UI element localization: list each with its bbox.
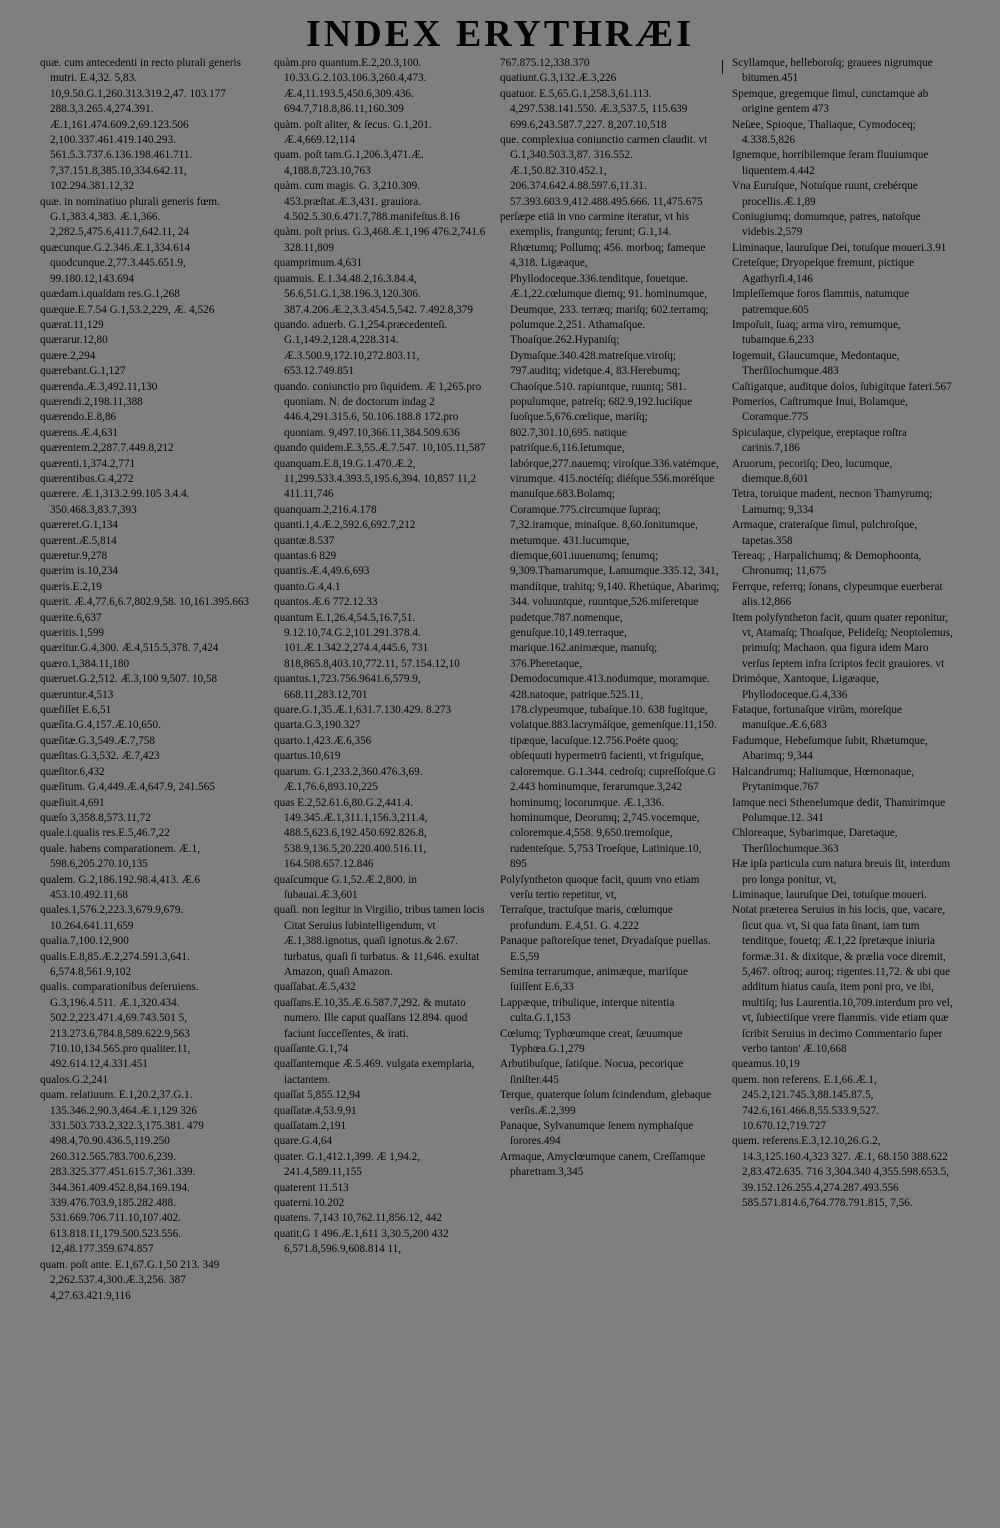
index-entry: quæro.1,384.11,180 bbox=[40, 657, 130, 670]
index-entry: quàm.pro quantum.E.2,20.3,100. 10.33.G.2.103.106.3,260.4,473. Æ.4,11.193.5,450.6,309.436. 694.7,718.8,86.11,160.309 bbox=[274, 57, 427, 116]
index-column-4 bbox=[732, 56, 958, 1518]
index-entry: quarta.G.3,190.327 bbox=[274, 719, 361, 732]
index-entry: quale. habens comparationem. Æ.1, 598.6,205.270.10,135 bbox=[40, 842, 200, 871]
index-entry: quamprimum.4,631 bbox=[274, 257, 363, 270]
index-entry: Drimóque, Xantoque, Ligæaque, Phyllodoceque.G.4,336 bbox=[732, 673, 879, 701]
index-entry: qualos.G.2,241 bbox=[40, 1073, 109, 1086]
index-entry: Caſtigatque, auditque dolos, ſubigitque fateri.567 bbox=[732, 380, 952, 393]
index-entry: Scyllamque, helleboroſq; grauees nigrumque bitumen.451 bbox=[732, 57, 933, 85]
index-entry: quærebant.G.1,127 bbox=[40, 365, 126, 378]
index-entry: quanto.G.4,4.1 bbox=[274, 580, 341, 593]
index-entry: quæruntur.4,513 bbox=[40, 688, 114, 701]
index-entry: quantus.1,723.756.9641.6,579.9, 668.11,283.12,701 bbox=[274, 673, 421, 701]
index-entry: quæritis.1,599 bbox=[40, 627, 105, 640]
index-entry: quæſiſſet E.6,51 bbox=[40, 704, 112, 717]
index-entry: quærenti.1,374.2,771 bbox=[40, 457, 136, 470]
index-entry: qualis. comparationibus deſeruiens. G.3,196.4.511. Æ.1,320.434. 502.2,223.471.4,69.743.501 5, 213.273.6,784.8,589.622.9,563 710.10,134.565.pro qualiter.11, 492.614.12,4.331.451 bbox=[40, 981, 199, 1071]
index-entry: quando quidem.E.3,55.Æ.7.547. 10,105.11,587 bbox=[274, 442, 486, 455]
index-entry: quærentem.2,287.7.449.8,212 bbox=[40, 442, 174, 455]
index-entry: Hæ ipſa particula cum natura breuis ſit, interdum pro longa ponitur, vt, bbox=[732, 858, 951, 886]
index-entry: Polyſyntheton quoque facit, quum vno etiam verſu tertio repetitur, vt, bbox=[500, 873, 700, 901]
index-entry: quando. aduerb. G.1,254.præcedenteſi. G.1,149.2,128.4,228.314. Æ.3.500.9,172.10,272.803.11, 653.12.749.851 bbox=[274, 318, 448, 378]
index-entry: Coniugiumq; domumque, patres, natoſque videbis.2,579 bbox=[732, 211, 921, 239]
index-entry: quaſſatam.2,191 bbox=[274, 1120, 347, 1133]
index-entry: quærendi.2,198.11,388 bbox=[40, 395, 143, 408]
index-entry: quater. G.1,412.1,399. Æ 1,94.2, 241.4,589.11,155 bbox=[274, 1150, 421, 1179]
index-entry: quaſſabat.Æ.5,432 bbox=[274, 981, 356, 994]
index-entry: quarto.1,423.Æ.6,356 bbox=[274, 734, 372, 747]
index-entry: quaſcumque G.1,52.Æ.2,800. in ſubauai.Æ.3,601 bbox=[274, 873, 417, 901]
index-entry: Armaque, Amyclœumque canem, Creſſamque pharetram.3,345 bbox=[500, 1150, 706, 1179]
index-entry: quantæ.8.537 bbox=[274, 534, 335, 547]
index-entry: quæſitæ.G.3,549.Æ.7,758 bbox=[40, 734, 155, 747]
index-entry: quærentibus.G.4,272 bbox=[40, 472, 134, 485]
index-entry: Armaque, crateraſque ſimul, pulchroſque, tapetas.358 bbox=[732, 519, 918, 547]
index-entry: Chloreaque, Sybarimque, Daretaque, Therſilochumque.363 bbox=[732, 827, 898, 855]
index-entry: quem. non referens. E.1,66.Æ.1, 245.2,121.745.3,88.145.87.5, 742.6,161.466.8,55.533.9,527. 10.670.12,719.727 bbox=[732, 1073, 880, 1133]
index-entry: Creteſque; Dryopeſque fremunt, pictique Agathyrſi.4,146 bbox=[732, 257, 915, 285]
index-entry: Tetra, toruique madent, necnon Thamyrumq; Lamumq; 9,334 bbox=[732, 488, 933, 516]
index-entry: Panaque, Sylvanumque ſenem nymphaſque ſorores.494 bbox=[500, 1120, 694, 1148]
index-entry: quanti.1,4.Æ.2,592.6,692.7,212 bbox=[274, 519, 416, 532]
index-entry: quærat.11,129 bbox=[40, 318, 104, 331]
index-entry: quam. poſt tam.G.1,206.3,471.Æ. 4,188.8,723.10,763 bbox=[274, 149, 424, 177]
index-entry: quaſſat 5,855.12,94 bbox=[274, 1089, 361, 1102]
index-entry: quam. relatiuum. E.1,20.2,37.G.1. 135.346.2,90.3,464.Æ.1,129 326 331.503.733.2,322.3,175.381. 479 498.4,70.90.436.5,119.250 260.312.565.783.700.6,239. 283.325.377.451.615.7,361.339. 344.361.409.452.8,84.169.194. 339.476.703.9,185.282.488. 531.669.706.711.10,107.402. 613.818.11,179.500.523.556. 12,48.177.359.674.857 bbox=[40, 1089, 204, 1256]
index-entry: quæ. in nominatiuo plurali generis fœm. G.1,383.4,383. Æ.1,366. 2,282.5,475.6,411.7,642.11, 24 bbox=[40, 195, 220, 239]
index-entry: quatuor. E.5,65.G.1,258.3,61.113. 4,297.538.141.550. Æ.3,537.5, 115.639 699.6,243.587.7,227. 8,207.10,518 bbox=[500, 87, 688, 131]
index-entry: queamus.10,19 bbox=[732, 1058, 800, 1071]
index-entry: Neſæe, Spioque, Thaliaque, Cymodoceq; 4.338.5,826 bbox=[732, 118, 916, 147]
index-entry: quæſita.G.4,157.Æ.10,650. bbox=[40, 719, 161, 732]
index-entry: quaſſans.E.10,35.Æ.6.587.7,292. & mutato numero. Ille caput quaſſans 12.894. quod faciunt ſucceſſentes, & irati. bbox=[274, 996, 468, 1040]
index-column-1 bbox=[40, 56, 262, 1518]
index-entry: Tereaq; , Harpalichumq; & Demophoonta, Chronumq; 11,675 bbox=[732, 550, 922, 578]
index-entry: Iamque neci Sthenelumque dedit, Thamirimque Polumque.12. 341 bbox=[732, 796, 946, 824]
index-entry: quærens.Æ.4,631 bbox=[40, 426, 119, 439]
index-entry: quantis.Æ.4,49.6,693 bbox=[274, 565, 370, 578]
index-entry: quantos.Æ.6 772.12.33 bbox=[274, 596, 378, 609]
index-entry: quam. poſt ante. E.1,67.G.1,50 213. 349 2,262.537.4,300.Æ.3,256. 387 4,27.63.421.9,116 bbox=[40, 1258, 220, 1302]
index-entry: Lappæque, tribulique, interque nitentia culta.G.1,153 bbox=[500, 996, 675, 1025]
index-entry: Cœlumq; Typhœumque creat, ſæuumque Typhœa.G.1,279 bbox=[500, 1027, 683, 1055]
index-entry: quæreret.G.1,134 bbox=[40, 519, 118, 532]
index-entry: quatiunt.G.3,132.Æ.3,226 bbox=[500, 72, 617, 85]
index-entry: quæritur.G.4,300. Æ.4,515.5,378. 7,424 bbox=[40, 642, 219, 655]
index-entry: Liminaque, lauruſque Dei, totuſque moueri. bbox=[732, 888, 927, 901]
index-entry: Liminaque, lauruſque Dei, totuſque moueri.3.91 bbox=[732, 241, 947, 254]
index-entry: quantas.6 829 bbox=[274, 550, 337, 562]
index-entry: quarum. G.1,233.2,360.476.3,69. Æ.1,76.6,893.10,225 bbox=[274, 765, 423, 794]
page-title: INDEX ERYTHRÆI bbox=[306, 13, 694, 55]
index-entry: quæretur.9,278 bbox=[40, 550, 108, 562]
index-entry: qualis.E.8,85.Æ.2,274.591.3,641. 6,574.8,561.9,102 bbox=[40, 950, 190, 978]
index-entry: quære.2,294 bbox=[40, 349, 96, 362]
index-entry: quaſſante.G.1,74 bbox=[274, 1043, 349, 1055]
index-entry: perſæpe etiā in vno carmine iteratur, vt his exemplis, franguntq; ferunt; G.1,14. Rhœtumq; Pollumq; 456. morboq; fameque 4,318. Ligæaque, Phyllodoceque.336.tenditque, fouetque. Æ.1,22.cœlumque diemq; 91. hominumque, Deumque, 233. terræq; mariſq; 602.terramq; polumque.2,251. Athamaſque. Thoaſque.262.Hypaniſq; Dymaſque.340.428.matreſque.viroſq; 797.auditq; videtque.4, 83.Herebumq; Chaoſque.510. rapiuntque, ruuntq; 581. populumque, patreſq; 682.9,192.luciſque ſuoſque.5,676.cœlique, mariſq; 802.7,301.10,695. natique patriſque.6,116.letumque, labórque,277.nauemq; viroſque.336.vatémque, virumque. 415.noctéſq; diéſque.556.moréſque manuſque.683.Bolamq; Coramque.775.circumque ſupraq; 7,32.iramque, minaſque. 8,60.ſonitumque, metumque. 431.lucumque, diemque,601.iuuenumq; ſenumq; 9,309.Thamarumque, Lamumque.335.12, 341, mandítque, trahitq; 9,140. Rhetúque, Abarimq; 344. voluuntque, ruuntque,526.miſeretque pudetque.787.nomenque, genuſque.10,149.terraque, marique.162.animæque, manuſq; 376.Pheretaque, Demodocumque.413.nodumque, moramque. 428.natoque, patrique.525.11, 178.clypeumque, tubaſque.10. 638 fugitque, volatque.883.lacrymáſque, gemenſque.11,150. tipæque, lacuſque.12.756.Poëte quoq; obſequuti hypermetrū facienti, vt friguſque, caloremque. G.1.344. cedroſq; cupreſſoſque.G 2.443 hominumque, ferarumque.3,242 hominumq; locorumque. Æ.1,336. hominumque, Deorumq; 2,745.vocemque, coloremque.4,558. 9,650.tremoſque, rudenteſque. 5,753 Troeſque, Latinique.10, 895 bbox=[500, 211, 720, 871]
index-entry: quæris.E.2,19 bbox=[40, 580, 102, 593]
index-entry: Terraſque, tractuſque maris, cœlumque profundum. E.4,51. G. 4.222 bbox=[500, 904, 673, 932]
index-entry: quaterent 11.513 bbox=[274, 1181, 349, 1194]
index-entry: quærenda.Æ.3,492.11,130 bbox=[40, 380, 158, 393]
index-entry: quærit. Æ.4,77.6,6.7,802.9,58. 10,161.395.663 bbox=[40, 596, 250, 609]
index-entry: quem. referens.E.3,12.10,26.G.2, 14.3,125.160.4,323 327. Æ.1, 68.150 388.622 2,83.472.635. 716 3,304.340 4,355.598.653.5, 39.152.126.255.4,274.287.493.556 585.571.814.6,764.778.791.815, 7,56. bbox=[732, 1135, 949, 1210]
index-entry: quæ. cum antecedenti in recto plurali generis mutri. E.4,32. 5,83. 10,9.50.G.1,260.313.319.2,47. 103.177 288.3,3.265.4,274.391. Æ.1,161.474.609.2,69.123.506 2,100.337.461.419.140.293. 561.5.3.737.6.136.198.461.711. 7,37.151.8,385.10,334.642.11, 102.294.381.12,32 bbox=[40, 57, 241, 193]
index-entry: Aruorum, pecoriſq; Deo, lucumque, diemque.8,601 bbox=[732, 457, 893, 485]
index-entry: quærendo.E.8,86 bbox=[40, 411, 117, 424]
index-entry: Item polyſyntheton facit, quum quater reponitur, vt, Atamaſq; Thoaſque, Pelideſq; Neoptolemus, primuſq; Machaon. qua figura idem Maro verſus ſeptem infra ſcriptos fecit grauiores. vt bbox=[732, 611, 953, 670]
index-entry: Iogemuit, Glaucumque, Medontaque, Therſilochumque.483 bbox=[732, 349, 900, 378]
index-entry: quamuis. E.1.34.48.2,16.3.84.4, 56.6,51.G.1,38.196.3,120.306. 387.4.206.Æ.2,3.3.454.5,542. 7.492.8,379 bbox=[274, 272, 473, 316]
index-entry: quàm. cum magis. G. 3,210.309. 453.præſtat.Æ.3,431. grauiora. 4.502.5.30.6.471.7,788.manifeſtus.8.16 bbox=[274, 180, 460, 224]
index-column-3 bbox=[500, 56, 720, 1518]
index-entry: Fataque, fortunaſque virûm, moreſque manuſque.Æ.6,683 bbox=[732, 704, 902, 732]
index-entry: quæſo 3,358.8,573.11,72 bbox=[40, 811, 151, 824]
index-entry: Ferrque, referrq; ſonans, clypeumque euerberat alis.12,866 bbox=[732, 580, 943, 609]
index-entry: quas E.2,52.61.6,80.G.2,441.4. 149.345.Æ.1,311.1,156.3,211.4, 488.5,623.6,192.450.692.826.8, 538.9,136.5,20.220.400.516.11, 164.508.657.12.846 bbox=[274, 796, 428, 871]
index-entry: Pomerios, Caſtrumque Inui, Bolamque, Coramque.775 bbox=[732, 395, 908, 424]
index-entry: quatit.G 1 496.Æ.1,611 3,30.5,200 432 6,571.8,596.9,608.814 11, bbox=[274, 1227, 449, 1256]
index-entry: qualem. G.2,186.192.98.4,413. Æ.6 453.10.492.11,68 bbox=[40, 873, 201, 901]
index-entry: Notat præterea Seruius in his locis, que, vacare, ſicut qua. vt, Si qua fata ſinant, iam tum tenditque, fouetq; Æ.1,22 ſpretæque iniuria formæ.31. & dixitque, & prælia voce diremit, 5,467. oſtroq; auroq; rigentes.11,72. & ubi que additum hiatus cauſa, item poni pro, ve ibi, multiſq; lus Laurentia.10,709.interdum pro vel, vt, ſubiectiſque vrere flammis. vide etiam quæ ſcribit Seruius in decimo Commentario ſuper verbo tanton' Æ.10,668 bbox=[732, 904, 953, 1055]
index-entry: quales.1,576.2,223.3,679.9,679. 10.264.641.11,659 bbox=[40, 904, 184, 932]
index-entry: que. complexiua coniunctio carmen claudit. vt G.1,340.503.3,87. 316.552. Æ.1,50.82.310.452.1, 206.374.642.4.88.597.6,11.31. 57.393.603.9,412.488.495.666. 11,475.675 bbox=[500, 134, 708, 208]
index-entry: Impleſſemque foros flammis, natumque patremque.605 bbox=[732, 288, 910, 316]
index-entry: quæſitor.6,432 bbox=[40, 765, 105, 778]
index-column-2 bbox=[274, 56, 492, 1518]
index-entry: Terque, quaterque ſolum ſcindendum, glebaque verſis.Æ.2,399 bbox=[500, 1089, 712, 1117]
index-entry: quæſitas.G.3,532. Æ.7,423 bbox=[40, 750, 160, 763]
index-entry: quare.G.4,64 bbox=[274, 1135, 333, 1148]
index-entry: Panaque paſtoreſque tenet, Dryadaſque puellas. E.5,59 bbox=[500, 935, 711, 963]
index-entry: quanquam.E.8,19.G.1.470.Æ.2, 11,299.533.4.393.5,195.6,394. 10,857 11,2 411.11,746 bbox=[274, 457, 477, 501]
index-entry: quærarur.12,80 bbox=[40, 334, 108, 347]
index-entry: Ignemque, horribilemque ſeram fluuiumque liquentem.4.442 bbox=[732, 149, 929, 177]
index-entry: quæque.E.7.54 G.1,53.2,229, Æ. 4,526 bbox=[40, 303, 215, 316]
index-entry: quærent.Æ.5,814 bbox=[40, 534, 117, 547]
index-entry: quantum E.1,26.4,54.5,16.7,51. 9.12.10,74.G.2,101.291.378.4. 101.Æ.1.342.2,274.4,445.6, 731 818,865.8,403.10,772.11, 57.154.12,10 bbox=[274, 611, 460, 670]
index-entry: Halcandrumq; Haliumque, Hœmonaque, Prytanimque.767 bbox=[732, 765, 915, 794]
index-entry: quærere. Æ.1,313.2.99.105 3.4.4. 350.468.3,83.7,393 bbox=[40, 488, 190, 516]
column-divider bbox=[722, 60, 723, 74]
index-entry: quædam.i.quaſdam res.G.1,268 bbox=[40, 288, 180, 301]
index-entry: quæruet.G.2,512. Æ.3,100 9,507. 10,58 bbox=[40, 673, 218, 686]
index-entry: Spiculaque, clypeique, ereptaque roſtra carinis.7,186 bbox=[732, 426, 907, 455]
index-entry: quæſitum. G.4,449.Æ.4,647.9, 241.565 bbox=[40, 781, 215, 794]
index-entry: Spemque, gregemque ſimul, cunctamque ab origine gentem 473 bbox=[732, 87, 929, 116]
index-entry: Vna Euruſque, Notuſque ruunt, crebérque procellis.Æ.1,89 bbox=[732, 180, 918, 208]
index-entry: quale.i.qualis res.E.5,46.7,22 bbox=[40, 827, 170, 840]
index-entry: quaſſantemque Æ.5.469. vulgata exemplaria, iactantem. bbox=[274, 1058, 475, 1086]
index-entry: quanquam.2,216.4.178 bbox=[274, 503, 377, 516]
index-entry: quàm. poſt prius. G.3,468.Æ.1,196 476.2,741.6 328.11,809 bbox=[274, 226, 486, 254]
index-entry: quàm. poſt aliter, & ſecus. G.1,201. Æ.4,669.12,114 bbox=[274, 118, 432, 147]
index-entry: Semina terrarumque, animæque, mariſque ſuiſſent E.6,33 bbox=[500, 965, 688, 994]
index-entry: Impoſuit, ſuaq; arma viro, remumque, tubamque.6,233 bbox=[732, 318, 901, 347]
index-entry: Arbutibuſque, ſatiſque. Nocua, pecorique ſiniſter.445 bbox=[500, 1058, 684, 1086]
index-entry: quærim is.10,234 bbox=[40, 565, 119, 578]
index-entry: quærite.6,637 bbox=[40, 611, 102, 624]
index-entry: quare.G.1,35.Æ.1,631.7.130.429. 8.273 bbox=[274, 704, 452, 717]
index-entry: quæcunque.G.2.346.Æ.1,334.614 quodcunque.2,77.3.445.651.9, 99.180.12,143.694 bbox=[40, 241, 191, 285]
index-entry: 767.875.12,338.370 bbox=[500, 57, 590, 69]
index-entry: quatens. 7,143 10,762.11,856.12, 442 bbox=[274, 1212, 443, 1225]
index-entry: quando. coniunctio pro ſiquidem. Æ 1,265.pro quoniam. N. de doctorum indag 2 446.4,291.315.6, 50.106.188.8 172.pro quoniam. 9,497.10,366.11,384.509.636 bbox=[274, 380, 482, 439]
index-entry: quaterni.10.202 bbox=[274, 1197, 345, 1210]
index-entry: qualia.7,100.12,900 bbox=[40, 935, 129, 948]
index-entry: Fadumque, Hebeſumque ſubit, Rhætumque, Abarimq; 9,344 bbox=[732, 734, 928, 763]
index-entry: quartus.10,619 bbox=[274, 750, 341, 763]
index-entry: quaſi. non legitur in Virgilio, tribus tamen locis Citat Seruius ſubintelligendum, vt Æ.1,388.ignotus, quaſi ignotus.& 2.67. turbatus, quaſi ſi turbatus. & 11,646. exultat Amazon, quaſi Amazon. bbox=[274, 904, 485, 978]
index-entry: quæſiuit.4,691 bbox=[40, 796, 105, 809]
index-entry: quaſſatæ.4,53.9,91 bbox=[274, 1104, 357, 1117]
